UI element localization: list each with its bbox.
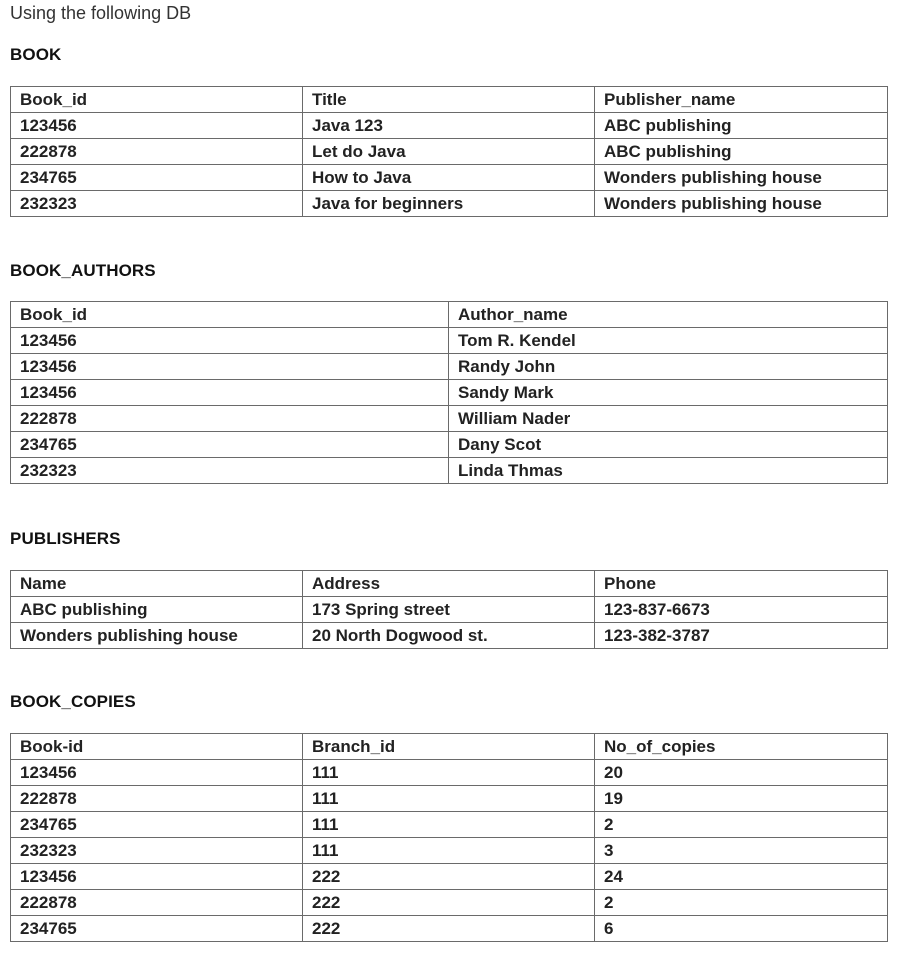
- table-cell: 222878: [11, 406, 449, 432]
- table-cell: ABC publishing: [11, 597, 303, 623]
- table-cell: 123456: [11, 354, 449, 380]
- table-row: [11, 623, 888, 649]
- header-cell: Publisher_name: [595, 87, 888, 113]
- table-row: [11, 139, 888, 165]
- header-cell: Title: [303, 87, 595, 113]
- table-cell: Sandy Mark: [449, 380, 888, 406]
- table-cell: Java 123: [303, 113, 595, 139]
- table-row: [11, 406, 888, 432]
- table-cell: Wonders publishing house: [11, 623, 303, 649]
- table-cell: 123456: [11, 760, 303, 786]
- book-table: [10, 86, 888, 217]
- table-cell: 2: [595, 812, 888, 838]
- table-row: [11, 113, 888, 139]
- table-cell: 222878: [11, 139, 303, 165]
- table-cell: 19: [595, 786, 888, 812]
- table-cell: 234765: [11, 916, 303, 942]
- table-cell: Dany Scot: [449, 432, 888, 458]
- table-cell: 111: [303, 838, 595, 864]
- table-cell: Wonders publishing house: [595, 191, 888, 217]
- table-cell: ABC publishing: [595, 139, 888, 165]
- header-cell: Branch_id: [303, 734, 595, 760]
- table-cell: 20: [595, 760, 888, 786]
- table-cell: 2: [595, 890, 888, 916]
- header-cell: Book_id: [11, 87, 303, 113]
- table-row: [11, 191, 888, 217]
- header-cell: No_of_copies: [595, 734, 888, 760]
- table-cell: 20 North Dogwood st.: [303, 623, 595, 649]
- table-cell: Let do Java: [303, 139, 595, 165]
- table-cell: 222: [303, 864, 595, 890]
- header-cell: Address: [303, 571, 595, 597]
- table-cell: 123456: [11, 864, 303, 890]
- publishers-table: [10, 570, 888, 649]
- table-row: [11, 597, 888, 623]
- book-copies-table: [10, 733, 888, 942]
- header-cell: Book-id: [11, 734, 303, 760]
- publishers-section-title: PUBLISHERS: [10, 529, 121, 548]
- table-cell: 232323: [11, 458, 449, 484]
- table-row: [11, 838, 888, 864]
- table-header-row: [11, 302, 888, 328]
- table-cell: 234765: [11, 812, 303, 838]
- book-authors-table: [10, 301, 888, 484]
- intro-text: Using the following DB: [10, 3, 192, 23]
- table-cell: 222878: [11, 786, 303, 812]
- header-cell: Author_name: [449, 302, 888, 328]
- table-cell: 123-382-3787: [595, 623, 888, 649]
- table-cell: Randy John: [449, 354, 888, 380]
- table-cell: 123-837-6673: [595, 597, 888, 623]
- table-cell: 111: [303, 760, 595, 786]
- header-cell: Name: [11, 571, 303, 597]
- table-cell: Wonders publishing house: [595, 165, 888, 191]
- table-row: [11, 380, 888, 406]
- table-cell: 234765: [11, 432, 449, 458]
- table-row: [11, 916, 888, 942]
- table-cell: 123456: [11, 380, 449, 406]
- table-row: [11, 864, 888, 890]
- table-cell: 24: [595, 864, 888, 890]
- table-cell: How to Java: [303, 165, 595, 191]
- table-cell: 123456: [11, 328, 449, 354]
- book-section-title: BOOK: [10, 45, 62, 64]
- table-cell: 222: [303, 890, 595, 916]
- table-cell: 3: [595, 838, 888, 864]
- table-row: [11, 328, 888, 354]
- book-copies-section-title: BOOK_COPIES: [10, 692, 136, 711]
- table-row: [11, 165, 888, 191]
- table-cell: 234765: [11, 165, 303, 191]
- table-cell: 123456: [11, 113, 303, 139]
- table-cell: 232323: [11, 838, 303, 864]
- table-row: [11, 786, 888, 812]
- table-cell: Linda Thmas: [449, 458, 888, 484]
- table-cell: 173 Spring street: [303, 597, 595, 623]
- table-row: [11, 890, 888, 916]
- table-header-row: [11, 571, 888, 597]
- table-header-row: [11, 87, 888, 113]
- table-row: [11, 812, 888, 838]
- table-cell: William Nader: [449, 406, 888, 432]
- table-row: [11, 432, 888, 458]
- table-cell: Java for beginners: [303, 191, 595, 217]
- table-cell: 111: [303, 812, 595, 838]
- book-authors-section-title: BOOK_AUTHORS: [10, 261, 156, 280]
- header-cell: Phone: [595, 571, 888, 597]
- table-cell: 232323: [11, 191, 303, 217]
- table-row: [11, 458, 888, 484]
- table-cell: 222878: [11, 890, 303, 916]
- table-cell: 222: [303, 916, 595, 942]
- header-cell: Book_id: [11, 302, 449, 328]
- table-row: [11, 760, 888, 786]
- table-row: [11, 354, 888, 380]
- table-cell: ABC publishing: [595, 113, 888, 139]
- table-cell: Tom R. Kendel: [449, 328, 888, 354]
- table-header-row: [11, 734, 888, 760]
- table-cell: 6: [595, 916, 888, 942]
- table-cell: 111: [303, 786, 595, 812]
